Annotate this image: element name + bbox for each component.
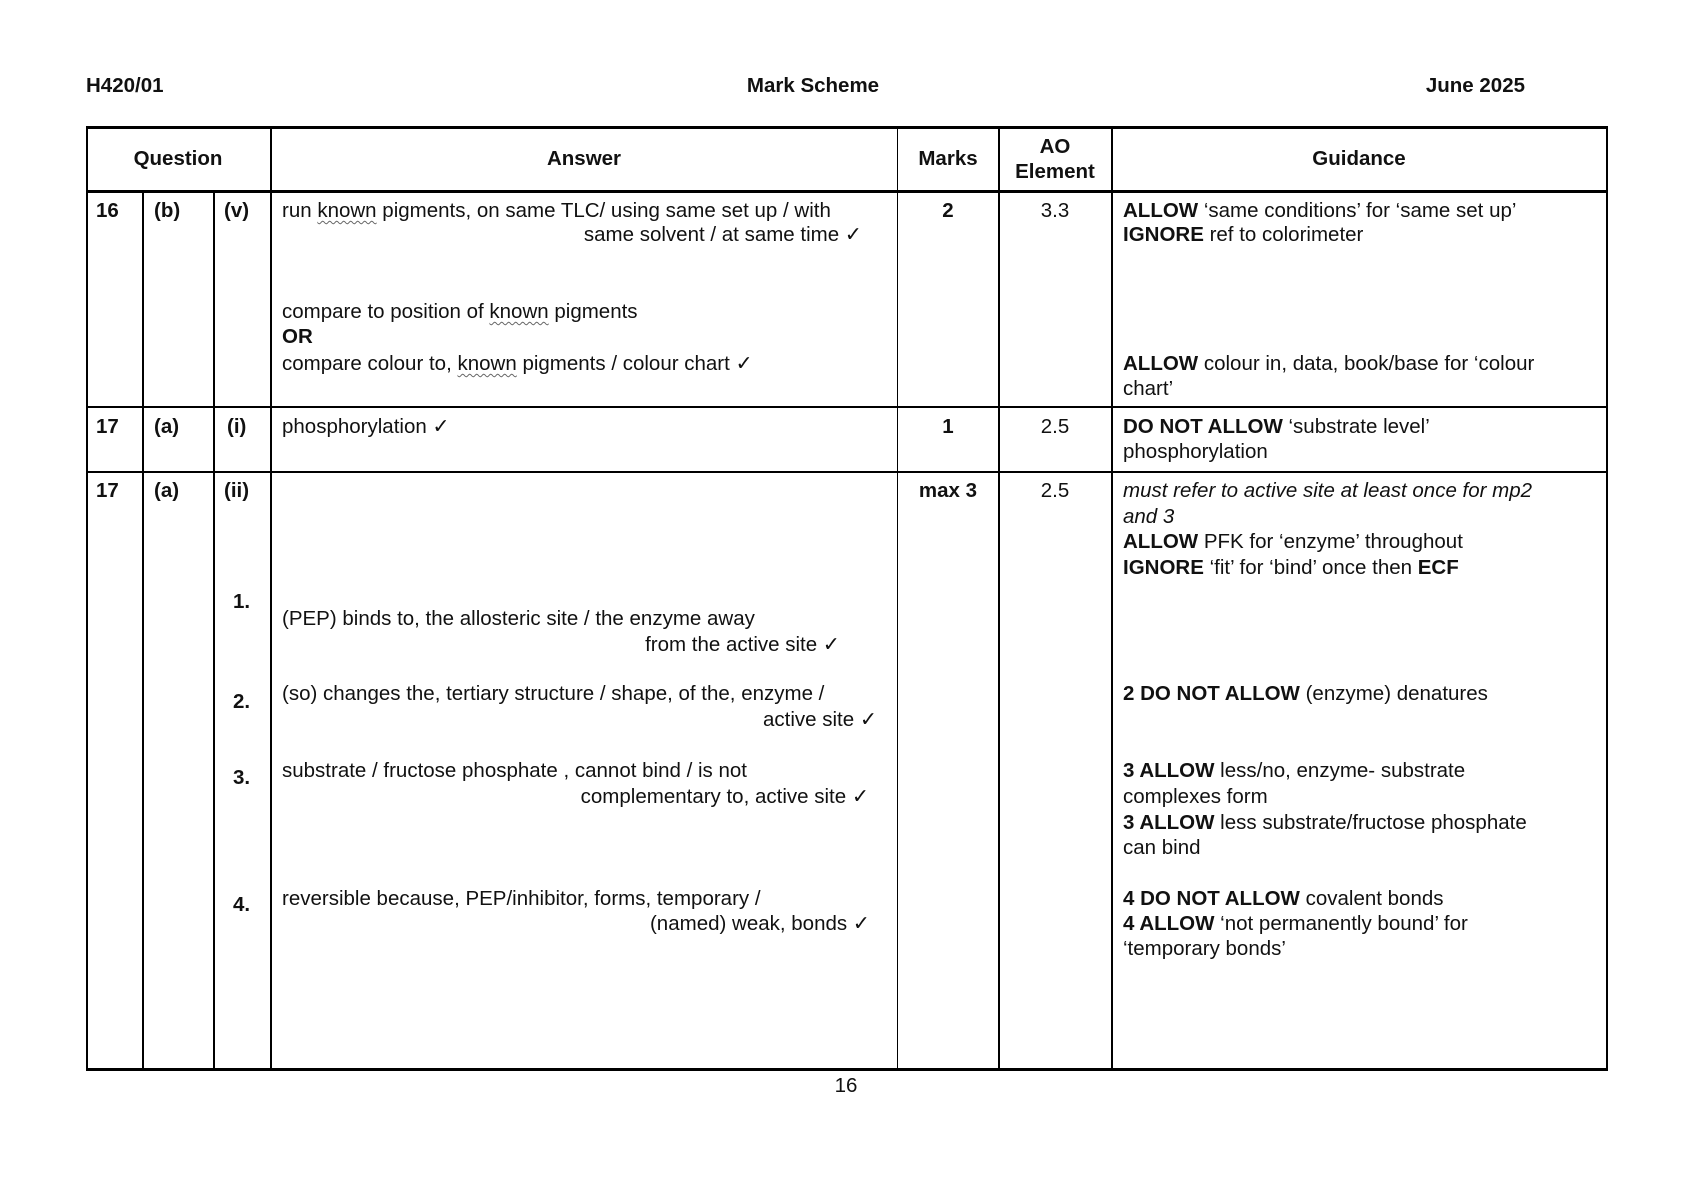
- ao-value: 2.5: [1040, 415, 1070, 438]
- guidance-keyword: IGNORE: [1123, 223, 1204, 246]
- question-part: (a): [154, 415, 180, 438]
- guidance-text: ‘not permanently bound’ for: [1214, 912, 1468, 935]
- marking-point-number: 2.: [233, 690, 251, 713]
- table-border-right: [1606, 126, 1608, 1070]
- guidance-line: [1123, 222, 1363, 248]
- ao-value: 2.5: [1040, 479, 1070, 502]
- marks-value: max 3: [918, 479, 978, 502]
- answer-line: phosphorylation ✓: [282, 415, 450, 438]
- answer-line: [282, 299, 638, 325]
- document-code: H420/01: [86, 74, 164, 97]
- column-divider: [897, 126, 898, 1070]
- marking-point-number: 1.: [233, 590, 251, 613]
- guidance-keyword: ALLOW: [1123, 199, 1199, 222]
- answer-text: pigments: [548, 300, 638, 323]
- answer-text: pigments, on same TLC/ using same set up / with: [376, 199, 831, 222]
- guidance-keyword: DO NOT ALLOW: [1123, 415, 1283, 438]
- answer-line: substrate / fructose phosphate , cannot bind / is not: [282, 759, 747, 782]
- guidance-text: covalent bonds: [1299, 887, 1444, 910]
- answer-text-emphasis: known: [317, 199, 377, 222]
- guidance-line: [1123, 529, 1463, 555]
- ao-value: 3.3: [1040, 199, 1070, 222]
- guidance-line: [1123, 911, 1468, 937]
- table-border-bottom: [86, 1068, 1608, 1071]
- guidance-text: PFK for ‘enzyme’ throughout: [1198, 530, 1463, 553]
- guidance-line: [1123, 414, 1430, 440]
- guidance-line: and 3: [1123, 505, 1175, 528]
- guidance-keyword: 4 DO NOT ALLOW: [1123, 887, 1300, 910]
- guidance-keyword: 2 DO NOT ALLOW: [1123, 682, 1300, 705]
- column-divider: [213, 191, 215, 1070]
- column-divider: [270, 126, 272, 1070]
- answer-text: compare colour to,: [282, 352, 458, 375]
- question-number: 17: [96, 479, 119, 502]
- marks-value: 1: [942, 415, 954, 438]
- column-header-guidance: Guidance: [1312, 147, 1406, 170]
- guidance-line: ‘temporary bonds’: [1123, 937, 1286, 960]
- row-divider: [86, 406, 1608, 408]
- guidance-line: must refer to active site at least once for mp2: [1123, 479, 1533, 502]
- answer-line: (PEP) binds to, the allosteric site / the enzyme away: [282, 607, 755, 630]
- guidance-line: [1123, 351, 1534, 377]
- answer-line: (named) weak, bonds ✓: [649, 912, 870, 935]
- guidance-line: [1123, 681, 1488, 707]
- guidance-keyword: ALLOW: [1123, 352, 1199, 375]
- guidance-line: [1123, 758, 1465, 784]
- answer-line: reversible because, PEP/inhibitor, forms, temporary /: [282, 887, 761, 910]
- question-part: (a): [154, 479, 180, 502]
- answer-line: same solvent / at same time ✓: [583, 223, 862, 246]
- column-header-question: Question: [133, 147, 223, 170]
- guidance-line: [1123, 198, 1516, 224]
- guidance-keyword: 3 ALLOW: [1123, 759, 1215, 782]
- guidance-line: phosphorylation: [1123, 440, 1268, 463]
- answer-text: compare to position of: [282, 300, 490, 323]
- answer-line: [282, 198, 831, 224]
- guidance-keyword: IGNORE: [1123, 556, 1204, 579]
- document-title: Mark Scheme: [746, 74, 880, 97]
- page-number: 16: [834, 1074, 858, 1097]
- marking-point-number: 4.: [233, 893, 251, 916]
- guidance-text: colour in, data, book/base for ‘colour: [1198, 352, 1535, 375]
- marking-point-number: 3.: [233, 766, 251, 789]
- guidance-text: ‘fit’ for ‘bind’ once then: [1203, 556, 1418, 579]
- guidance-text: less/no, enzyme- substrate: [1214, 759, 1466, 782]
- question-number: 16: [96, 199, 119, 222]
- marks-value: 2: [942, 199, 954, 222]
- answer-line: active site ✓: [762, 708, 877, 731]
- column-header-element: Element: [1015, 160, 1095, 183]
- guidance-line: can bind: [1123, 836, 1201, 859]
- question-number: 17: [96, 415, 119, 438]
- guidance-keyword: 4 ALLOW: [1123, 912, 1215, 935]
- header-divider: [86, 190, 1608, 193]
- answer-line: [282, 351, 753, 377]
- answer-line: from the active site ✓: [645, 633, 840, 656]
- guidance-text: (enzyme) denatures: [1299, 682, 1488, 705]
- column-header-ao: AO: [1039, 135, 1071, 158]
- document-date: June 2025: [1425, 74, 1525, 97]
- guidance-keyword: ALLOW: [1123, 530, 1199, 553]
- answer-line: (so) changes the, tertiary structure / shape, of the, enzyme /: [282, 682, 825, 705]
- column-divider: [1111, 126, 1113, 1070]
- column-header-answer: Answer: [546, 147, 622, 170]
- guidance-line: complexes form: [1123, 785, 1268, 808]
- answer-text-emphasis: known: [489, 300, 549, 323]
- guidance-line: chart’: [1123, 377, 1174, 400]
- question-subpart: (v): [224, 199, 250, 222]
- table-border-left: [86, 126, 88, 1070]
- guidance-keyword: ECF: [1417, 556, 1459, 579]
- guidance-text: ‘substrate level’: [1282, 415, 1430, 438]
- guidance-text: ‘same conditions’ for ‘same set up’: [1198, 199, 1517, 222]
- answer-or: OR: [282, 325, 313, 348]
- guidance-line: [1123, 810, 1527, 836]
- table-border-top: [86, 126, 1608, 129]
- guidance-text: less substrate/fructose phosphate: [1214, 811, 1527, 834]
- column-divider: [998, 126, 1000, 1070]
- row-divider: [86, 471, 1608, 473]
- answer-text-emphasis: known: [457, 352, 517, 375]
- guidance-text: ref to colorimeter: [1203, 223, 1364, 246]
- guidance-keyword: 3 ALLOW: [1123, 811, 1215, 834]
- question-part: (b): [154, 199, 181, 222]
- question-subpart: (i): [227, 415, 247, 438]
- answer-text: run: [282, 199, 318, 222]
- column-header-marks: Marks: [918, 147, 978, 170]
- answer-line: complementary to, active site ✓: [580, 785, 869, 808]
- answer-text: pigments / colour chart ✓: [516, 352, 753, 375]
- guidance-line: [1123, 886, 1444, 912]
- question-subpart: (ii): [224, 479, 250, 502]
- guidance-line: [1123, 555, 1459, 581]
- column-divider: [142, 191, 144, 1070]
